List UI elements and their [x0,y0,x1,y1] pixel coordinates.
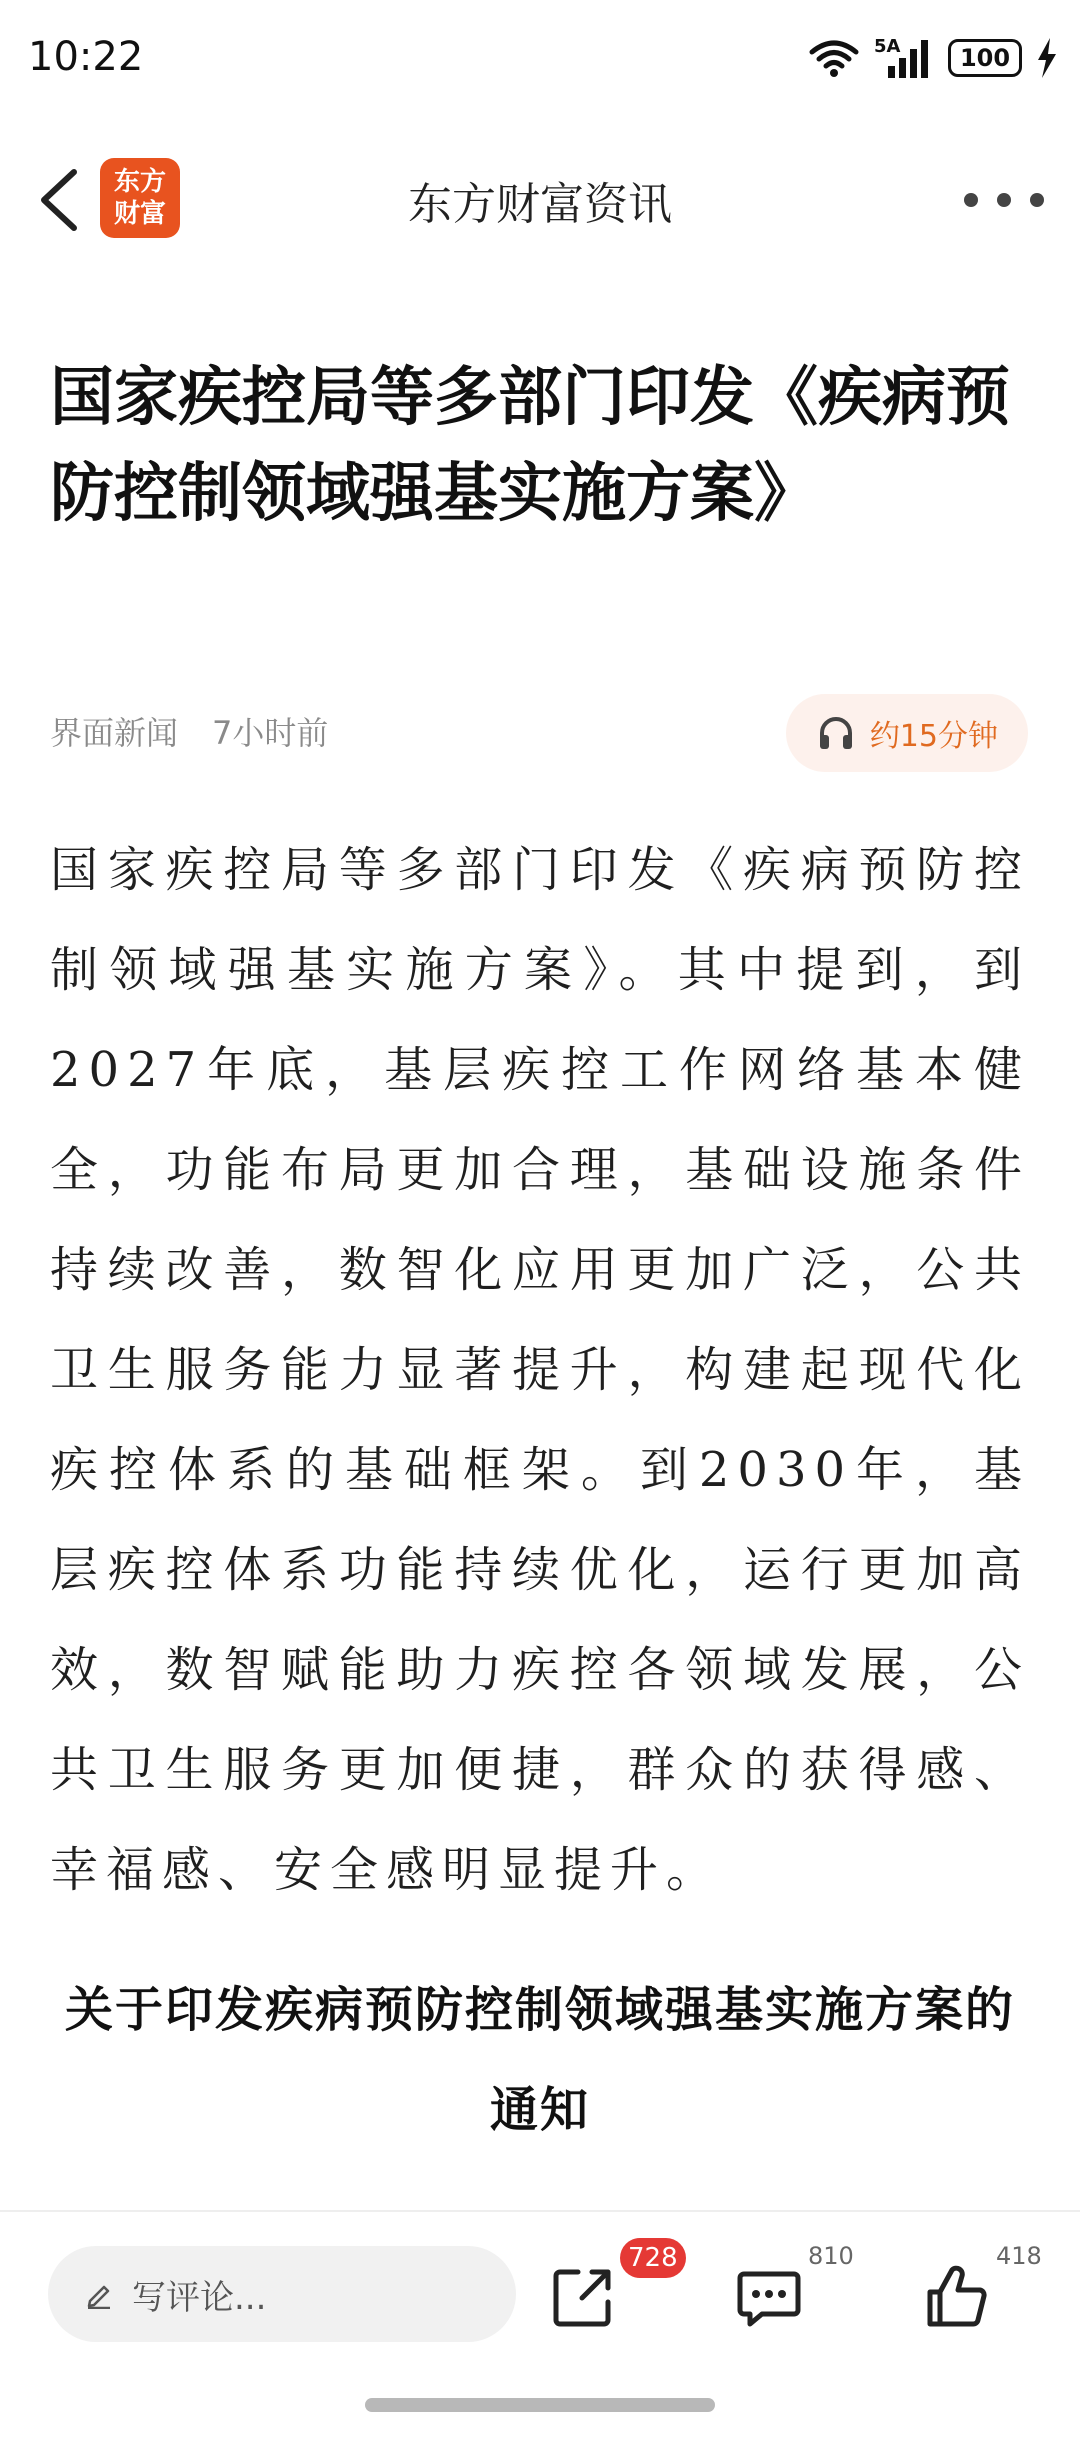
article-source[interactable]: 界面新闻 [50,714,179,752]
share-badge: 728 [620,2238,686,2278]
nav-title: 东方财富资讯 [408,179,672,230]
listen-button[interactable] [786,694,1028,772]
logo-text-line1: 东方 [113,167,166,197]
headphone-icon [816,713,856,753]
article-time: 7小时前 [212,714,329,752]
like-count: 418 [996,2242,1042,2270]
share-icon[interactable] [548,2262,618,2332]
signal-icon [874,36,934,80]
network-type: 5A [874,36,901,57]
home-indicator[interactable] [365,2398,715,2412]
article-meta [50,708,328,754]
comment-icon[interactable] [734,2262,804,2332]
article-subheading: 关于印发疾病预防控制领域强基实施方案的通知 [64,1982,1015,2138]
article-body: 国家疾控局等多部门印发《疾病预防控制领域强基实施方案》。其中提到，到2027年底，基层疾控工作网络基本健全，功能布局更加合理，基础设施条件持续改善，数智化应用更加广泛，公共卫生服务能力显著提升，构建起现代化疾控体系的基础框架。到2030年，基层疾控体系功能持续优化，运行更加高效，数智赋能助力疾控各领域发展，公共卫生服务更加便捷，群众的获得感、幸福感、安全感明显提升。 [50,842,1030,1898]
status-bar [0,0,1080,120]
article-title: 国家疾控局等多部门印发《疾病预防控制领域强基实施方案》 [50,360,1010,531]
wifi-icon [808,38,860,78]
charging-icon [1036,38,1058,78]
more-options-icon[interactable] [964,180,1044,220]
status-icons [808,34,1058,82]
top-nav-bar [0,140,1080,260]
status-time: 10:22 [28,34,144,80]
pencil-icon [84,2279,114,2309]
comment-input[interactable] [48,2246,516,2342]
comment-placeholder: 写评论... [132,2277,267,2318]
logo-text-line2: 财富 [113,199,166,229]
listen-duration: 约15分钟 [869,719,998,754]
thumb-up-icon[interactable] [922,2262,992,2332]
battery-indicator: 100 [948,39,1022,77]
bottom-action-bar [0,2210,1080,2372]
comment-count: 810 [808,2242,854,2270]
